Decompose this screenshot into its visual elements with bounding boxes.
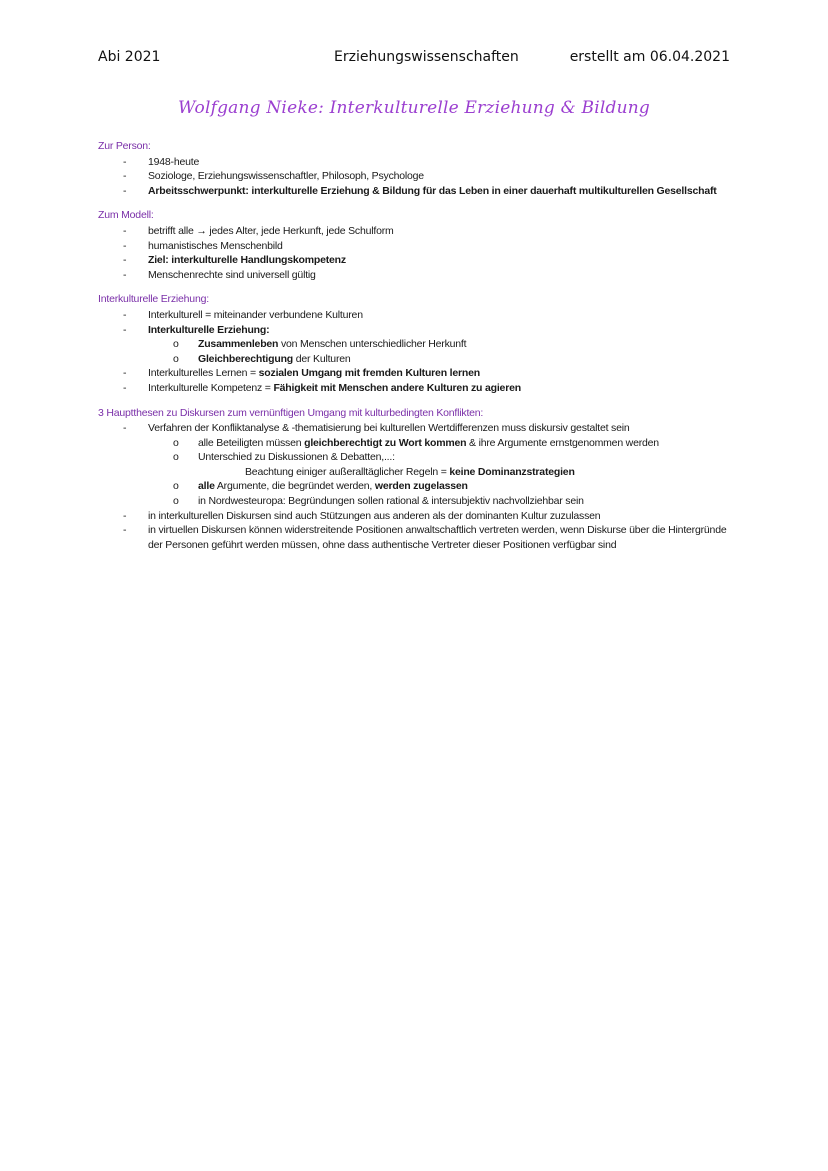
bullet-dash: - bbox=[123, 170, 127, 183]
bullet-circle: o bbox=[173, 495, 179, 508]
bullet-dash: - bbox=[123, 224, 127, 237]
list-item: - in virtuellen Diskursen können widerstreitende Positionen anwaltschaftlich vertreten werden, wenn Diskurse über die Hintergründe der Personen geführt werden müssen, ohne dass authentische Vertreter dieser Positionen verfügbar sind bbox=[123, 524, 727, 551]
list-item: - Interkulturelle Kompetenz = Fähigkeit mit Menschen andere Kulturen zu agieren bbox=[123, 381, 521, 394]
bullet-dash: - bbox=[123, 381, 127, 394]
sub-list-item: o Unterschied zu Diskussionen & Debatten,...: bbox=[173, 451, 395, 464]
bullet-circle: o bbox=[173, 436, 179, 449]
bullet-dash: - bbox=[123, 367, 127, 380]
sub-list-item: o Zusammenleben von Menschen unterschiedlicher Herkunft bbox=[173, 338, 467, 351]
bullet-dash: - bbox=[123, 184, 127, 197]
indented-note: Beachtung einiger außeralltäglicher Regeln = keine Dominanzstrategien bbox=[245, 465, 575, 478]
list-item: - 1948-heute bbox=[123, 155, 200, 168]
sub-list-item: o alle Beteiligten müssen gleichberechtigt zu Wort kommen & ihre Argumente ernstgenommen werden bbox=[173, 436, 659, 449]
list-item: - Soziologe, Erziehungswissenschaftler, Philosoph, Psychologe bbox=[123, 170, 424, 183]
page-title: Wolfgang Nieke: Interkulturelle Erziehung & Bildung bbox=[178, 98, 650, 118]
bullet-dash: - bbox=[123, 422, 127, 435]
bullet-dash: - bbox=[123, 155, 127, 168]
section-heading: Zur Person: bbox=[98, 140, 151, 152]
list-item: - Verfahren der Konfliktanalyse & -thematisierung bei kulturellen Wertdifferenzen muss diskursiv gestaltet sein bbox=[123, 422, 630, 435]
bullet-dash: - bbox=[123, 239, 127, 252]
list-item: - Arbeitsschwerpunkt: interkulturelle Erziehung & Bildung für das Leben in einer dauerhaft multikulturellen Gesellschaft bbox=[123, 184, 717, 197]
section-thesen bbox=[98, 406, 738, 553]
document-body bbox=[98, 139, 738, 562]
section-heading: Interkulturelle Erziehung: bbox=[98, 293, 209, 306]
bullet-dash: - bbox=[123, 254, 127, 267]
bullet-circle: o bbox=[173, 451, 179, 464]
bullet-circle: o bbox=[173, 338, 179, 351]
bullet-circle: o bbox=[173, 480, 179, 493]
bullet-dash: - bbox=[123, 524, 127, 537]
list-item: - Interkulturelles Lernen = sozialen Umgang mit fremden Kulturen lernen bbox=[123, 367, 480, 380]
list-item: - Ziel: interkulturelle Handlungskompetenz bbox=[123, 254, 346, 267]
list-item: - in interkulturellen Diskursen sind auch Stützungen aus anderen als der dominanten Kultur zuzulassen bbox=[123, 509, 601, 522]
section-modell bbox=[98, 208, 738, 282]
list-item: - Menschenrechte sind universell gültig bbox=[123, 268, 316, 281]
list-item: - humanistisches Menschenbild bbox=[123, 239, 283, 252]
section-erziehung bbox=[98, 292, 738, 395]
sub-list-item: o in Nordwesteuropa: Begründungen sollen rational & intersubjektiv nachvollziehbar sein bbox=[173, 495, 584, 508]
section-heading: Zum Modell: bbox=[98, 209, 154, 222]
header-date: erstellt am 06.04.2021 bbox=[569, 49, 730, 65]
bullet-dash: - bbox=[123, 323, 127, 336]
section-heading: 3 Hauptthesen zu Diskursen zum vernünftigen Umgang mit kulturbedingten Konflikten: bbox=[98, 406, 484, 419]
header-left: Abi 2021 bbox=[98, 49, 161, 65]
list-item: - betrifft alle → jedes Alter, jede Herkunft, jede Schulform bbox=[123, 224, 394, 237]
list-item: - Interkulturelle Erziehung: bbox=[123, 323, 270, 336]
bullet-dash: - bbox=[123, 509, 127, 522]
bullet-circle: o bbox=[173, 352, 179, 365]
list-item: - Interkulturell = miteinander verbundene Kulturen bbox=[123, 308, 363, 321]
bullet-dash: - bbox=[123, 308, 127, 321]
page-header bbox=[98, 49, 730, 69]
bullet-dash: - bbox=[123, 268, 127, 281]
sub-list-item: o Gleichberechtigung der Kulturen bbox=[173, 352, 351, 365]
header-subject: Erziehungswissenschaften bbox=[334, 49, 519, 65]
sub-list-item: o alle Argumente, die begründet werden, werden zugelassen bbox=[173, 480, 468, 493]
section-person bbox=[98, 139, 738, 198]
